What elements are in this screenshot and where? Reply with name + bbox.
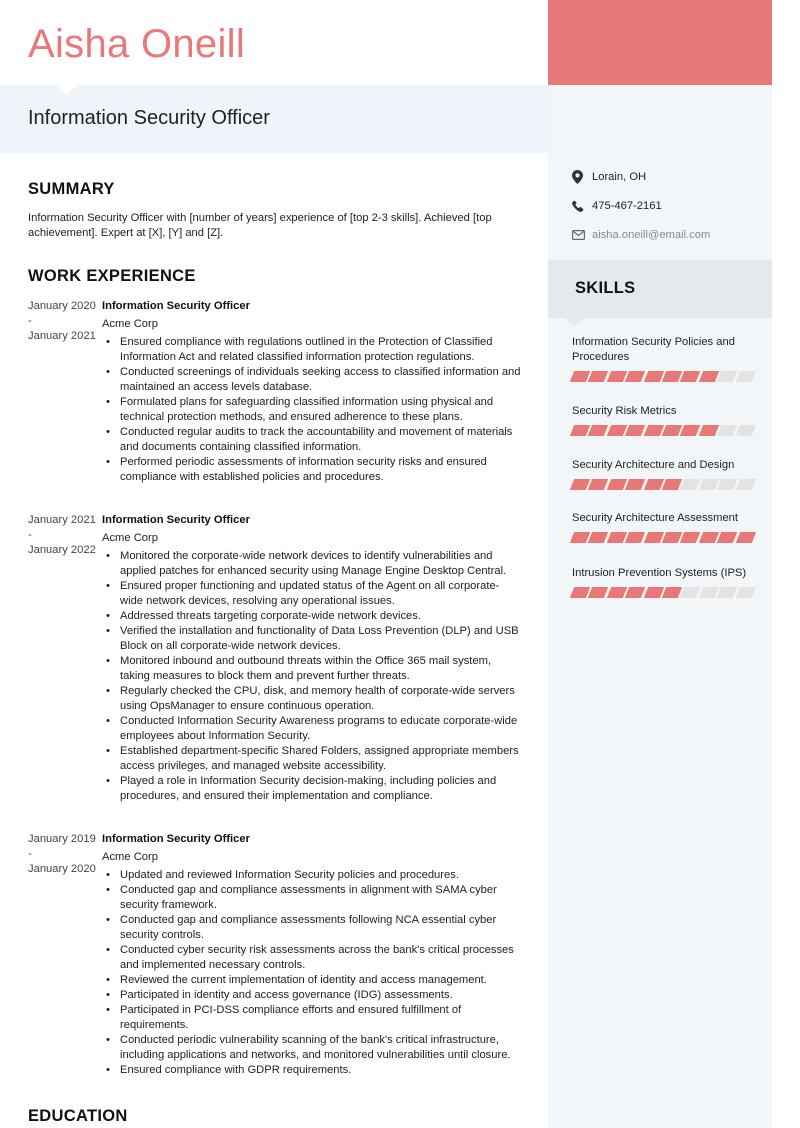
contact-email[interactable] bbox=[572, 229, 710, 241]
job-bullet: • Ensured compliance with regulations outlined in the Protection of Classified Information Act and related classified information protection regulations. bbox=[102, 335, 522, 365]
job-dates bbox=[28, 299, 100, 344]
location-text: Lorain, OH bbox=[592, 171, 647, 183]
skill-level-segment bbox=[699, 479, 719, 490]
skill-level-segment bbox=[643, 371, 663, 382]
skill-level-segment bbox=[680, 479, 700, 490]
phone-text: 475-467-2161 bbox=[592, 200, 662, 212]
skill-level-bar bbox=[572, 532, 757, 543]
job-bullet: • Conducted gap and compliance assessments in alignment with SAMA cyber security framework. bbox=[102, 883, 522, 913]
job-bullet: • Conducted periodic vulnerability scanning of the bank's critical infrastructure, including applications and networks, and monitored vulnerabilities until closure. bbox=[102, 1033, 522, 1063]
accent-block bbox=[548, 0, 772, 85]
skills-notch bbox=[565, 318, 585, 326]
skill-level-segment bbox=[717, 371, 737, 382]
skill-level-segment bbox=[607, 532, 627, 543]
skill-level-bar bbox=[572, 371, 757, 382]
job-bullet: • Participated in PCI-DSS compliance efforts and ensured fulfillment of requirements. bbox=[102, 1003, 522, 1033]
skill-level-segment bbox=[735, 425, 755, 436]
skill-level-segment bbox=[588, 371, 608, 382]
job-dates bbox=[28, 832, 100, 877]
job-company: Acme Corp bbox=[102, 318, 158, 330]
skill-level-segment bbox=[607, 425, 627, 436]
skill-level-bar bbox=[572, 587, 757, 598]
job-end-date: January 2021 bbox=[28, 330, 96, 342]
skill-level-segment bbox=[717, 425, 737, 436]
job-bullet: • Participated in identity and access governance (IDG) assessments. bbox=[102, 988, 522, 1003]
skill-name: Security Architecture Assessment bbox=[572, 512, 739, 524]
job-bullet: • Monitored inbound and outbound threats within the Office 365 mail system, taking measures to block them and prevent further threats. bbox=[102, 654, 522, 684]
date-separator: - bbox=[28, 848, 32, 860]
skill-level-bar bbox=[572, 479, 757, 490]
job-bullet: • Performed periodic assessments of information security risks and ensured compliance with established policies and procedures. bbox=[102, 455, 522, 485]
job-bullet: • Ensured proper functioning and updated status of the Agent on all corporate-wide network devices, resolving any operational issues. bbox=[102, 579, 522, 609]
job-bullet: • Played a role in Information Security decision-making, including policies and procedures, and ensured their implementation and compliance. bbox=[102, 774, 522, 804]
skill-level-segment bbox=[735, 371, 755, 382]
work-experience-heading: WORK EXPERIENCE bbox=[28, 267, 196, 285]
contact-phone[interactable] bbox=[572, 200, 662, 212]
job-role: Information Security Officer bbox=[102, 300, 250, 312]
job-bullet: • Updated and reviewed Information Security policies and procedures. bbox=[102, 868, 522, 883]
job-role: Information Security Officer bbox=[102, 514, 250, 526]
job-end-date: January 2022 bbox=[28, 544, 96, 556]
job-bullet: • Conducted Information Security Awareness programs to educate corporate-wide employees about Information Security. bbox=[102, 714, 522, 744]
skill-level-segment bbox=[588, 587, 608, 598]
skill-level-segment bbox=[699, 532, 719, 543]
job-bullet: • Addressed threats targeting corporate-wide network devices. bbox=[102, 609, 522, 624]
skill-level-segment bbox=[607, 371, 627, 382]
skill-name: Security Architecture and Design bbox=[572, 459, 735, 471]
email-text: aisha.oneill@email.com bbox=[592, 229, 711, 241]
skill-level-segment bbox=[735, 587, 755, 598]
skill-level-segment bbox=[699, 425, 719, 436]
skill-name: Intrusion Prevention Systems (IPS) bbox=[572, 567, 747, 579]
skill-level-segment bbox=[699, 371, 719, 382]
skill-name: Information Security Policies and Procedures bbox=[572, 336, 735, 363]
education-heading: EDUCATION bbox=[28, 1107, 128, 1125]
summary-heading: SUMMARY bbox=[28, 180, 115, 198]
skill-level-segment bbox=[680, 532, 700, 543]
job-bullet: • Reviewed the current implementation of identity and access management. bbox=[102, 973, 522, 988]
title-notch bbox=[56, 85, 78, 95]
job-start-date: January 2021 bbox=[28, 514, 96, 526]
job-start-date: January 2019 bbox=[28, 833, 96, 845]
date-separator: - bbox=[28, 315, 32, 327]
skill-level-segment bbox=[588, 425, 608, 436]
skill-level-segment bbox=[588, 479, 608, 490]
job-bullet: • Conducted regular audits to track the accountability and movement of materials and documents containing classified information. bbox=[102, 425, 522, 455]
contact-location bbox=[572, 170, 646, 184]
skill-level-segment bbox=[717, 587, 737, 598]
candidate-name: Aisha Oneill bbox=[28, 22, 246, 66]
skill-level-segment bbox=[625, 425, 645, 436]
skill-level-segment bbox=[717, 479, 737, 490]
job-company: Acme Corp bbox=[102, 532, 158, 544]
skill-level-segment bbox=[625, 587, 645, 598]
skill-level-segment bbox=[588, 532, 608, 543]
job-title: Information Security Officer bbox=[28, 107, 270, 129]
skill-level-segment bbox=[607, 587, 627, 598]
job-bullet: • Ensured compliance with GDPR requirements. bbox=[102, 1063, 522, 1078]
skill-level-segment bbox=[643, 532, 663, 543]
phone-icon bbox=[572, 200, 592, 212]
skill-name: Security Risk Metrics bbox=[572, 405, 677, 417]
skill-item bbox=[572, 404, 757, 436]
skill-level-segment bbox=[717, 532, 737, 543]
job-bullet: • Verified the installation and functionality of Data Loss Prevention (DLP) and USB Block on all corporate-wide network devices. bbox=[102, 624, 522, 654]
skill-level-segment bbox=[625, 371, 645, 382]
skill-level-segment bbox=[680, 425, 700, 436]
job-bullet: • Conducted cyber security risk assessments across the bank's critical processes and implemented necessary controls. bbox=[102, 943, 522, 973]
skill-level-segment bbox=[735, 479, 755, 490]
job-dates bbox=[28, 513, 100, 558]
skill-level-segment bbox=[607, 479, 627, 490]
job-bullets bbox=[102, 868, 522, 1078]
job-bullet: • Formulated plans for safeguarding classified information using physical and technical protection methods, and ensured adherence to these plans. bbox=[102, 395, 522, 425]
skill-level-segment bbox=[643, 425, 663, 436]
skill-level-segment bbox=[699, 587, 719, 598]
skills-heading: SKILLS bbox=[575, 279, 636, 297]
job-role: Information Security Officer bbox=[102, 833, 250, 845]
date-separator: - bbox=[28, 529, 32, 541]
job-bullet: • Established department-specific Shared Folders, assigned appropriate members access privileges, and managed website accessibility. bbox=[102, 744, 522, 774]
skill-level-bar bbox=[572, 425, 757, 436]
skill-level-segment bbox=[625, 532, 645, 543]
skill-level-segment bbox=[625, 479, 645, 490]
job-bullet: • Conducted gap and compliance assessments following NCA essential cyber security controls. bbox=[102, 913, 522, 943]
envelope-icon bbox=[572, 230, 592, 240]
job-bullet: • Regularly checked the CPU, disk, and memory health of corporate-wide servers using OpsManager to ensure continuous operation. bbox=[102, 684, 522, 714]
summary-text: Information Security Officer with [number of years] experience of [top 2-3 skills]. Achieved [top achievement]. Expert at [X], [Y] and [Z]. bbox=[28, 212, 492, 239]
job-start-date: January 2020 bbox=[28, 300, 96, 312]
skill-level-segment bbox=[643, 587, 663, 598]
skill-level-segment bbox=[680, 371, 700, 382]
name-header bbox=[0, 0, 548, 86]
map-pin-icon bbox=[572, 170, 592, 184]
skill-level-segment bbox=[643, 479, 663, 490]
skill-item bbox=[572, 335, 757, 382]
skill-item bbox=[572, 511, 757, 543]
skill-level-segment bbox=[735, 532, 755, 543]
skill-item bbox=[572, 566, 757, 598]
skill-item bbox=[572, 458, 757, 490]
job-bullets bbox=[102, 549, 522, 804]
job-bullets bbox=[102, 335, 522, 485]
job-company: Acme Corp bbox=[102, 851, 158, 863]
job-end-date: January 2020 bbox=[28, 863, 96, 875]
skill-level-segment bbox=[680, 587, 700, 598]
job-bullet: • Monitored the corporate-wide network devices to identify vulnerabilities and applied patches for enhanced security using Manage Engine Desktop Central. bbox=[102, 549, 522, 579]
job-bullet: • Conducted screenings of individuals seeking access to classified information and maintained an access levels database. bbox=[102, 365, 522, 395]
